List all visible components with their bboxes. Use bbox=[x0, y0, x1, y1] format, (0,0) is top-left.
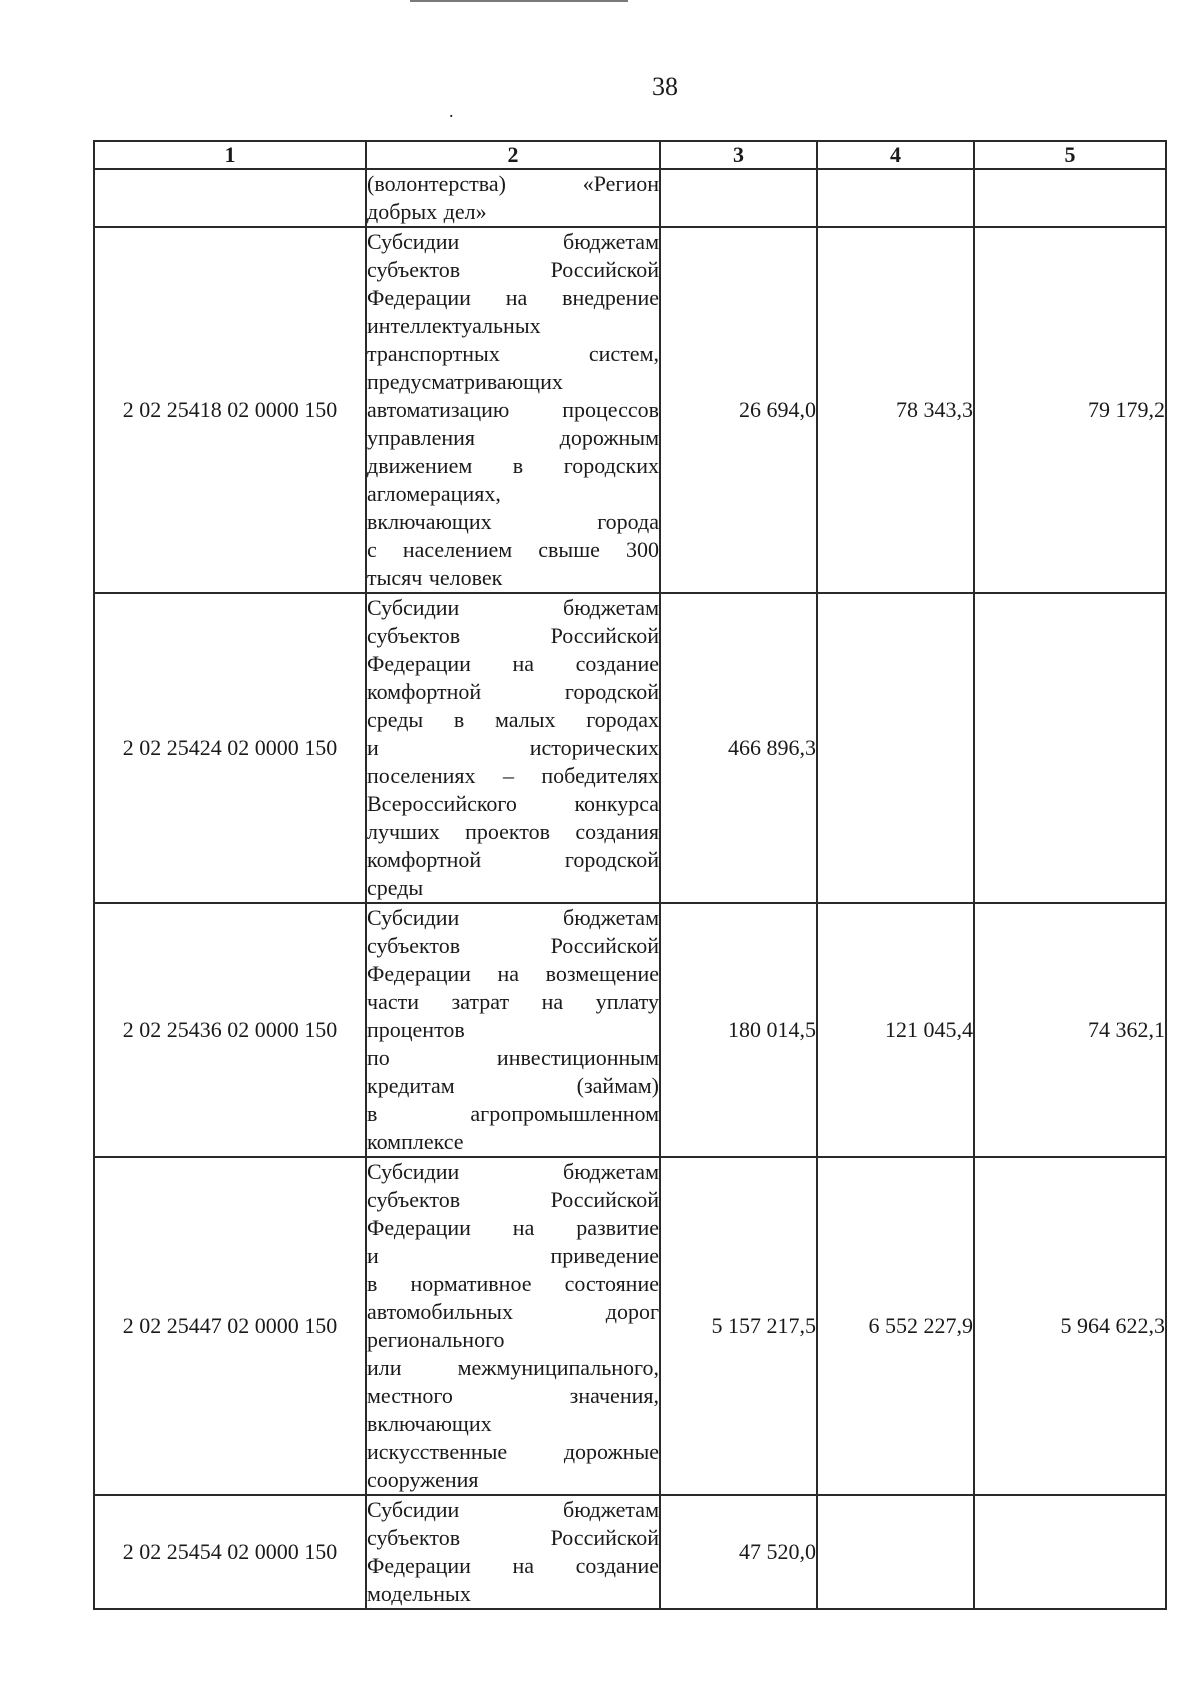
description-line: тысяч человек bbox=[367, 565, 503, 590]
description-line: Федерации на создание bbox=[367, 1553, 659, 1578]
description-line: субъектов Российской bbox=[367, 1187, 659, 1212]
description-line: управления дорожным bbox=[367, 425, 659, 450]
amount-cell-col4 bbox=[817, 169, 974, 227]
amount-cell-col3: 26 694,0 bbox=[660, 227, 817, 593]
description-line: сооружения bbox=[367, 1467, 479, 1492]
description-line: процентов bbox=[367, 1017, 465, 1042]
description-line: среды в малых городах bbox=[367, 707, 659, 732]
amount-cell-col3: 466 896,3 bbox=[660, 593, 817, 903]
description-line: с населением свыше 300 bbox=[367, 537, 659, 562]
budget-code-cell: 2 02 25424 02 0000 150 bbox=[94, 593, 366, 903]
page-number: 38 bbox=[652, 72, 678, 101]
description-line: части затрат на уплату bbox=[367, 989, 659, 1014]
budget-code-cell: 2 02 25436 02 0000 150 bbox=[94, 903, 366, 1157]
description-line: и приведение bbox=[367, 1243, 659, 1268]
description-line: Субсидии бюджетам bbox=[367, 905, 659, 930]
description-line: агломерациях, bbox=[367, 481, 501, 506]
description-line: по инвестиционным bbox=[367, 1045, 659, 1070]
amount-cell-col5 bbox=[974, 1495, 1166, 1609]
amount-cell-col4: 6 552 227,9 bbox=[817, 1157, 974, 1495]
description-line: интеллектуальных bbox=[367, 313, 541, 338]
scan-speck: . bbox=[449, 101, 454, 121]
description-line: (волонтерства) «Регион bbox=[367, 171, 659, 196]
table-row bbox=[94, 1157, 1166, 1495]
description-line: Субсидии бюджетам bbox=[367, 1159, 659, 1184]
description-line: регионального bbox=[367, 1327, 505, 1352]
description-line: Субсидии бюджетам bbox=[367, 595, 659, 620]
description-cell bbox=[366, 593, 660, 903]
description-line: движением в городских bbox=[367, 453, 659, 478]
description-line: субъектов Российской bbox=[367, 1525, 659, 1550]
description-line: и исторических bbox=[367, 735, 659, 760]
column-header: 4 bbox=[817, 141, 974, 169]
amount-cell-col5: 5 964 622,3 bbox=[974, 1157, 1166, 1495]
description-line: Федерации на возмещение bbox=[367, 961, 659, 986]
column-header: 3 bbox=[660, 141, 817, 169]
amount-cell-col5 bbox=[974, 593, 1166, 903]
table-row bbox=[94, 593, 1166, 903]
description-line: кредитам (займам) bbox=[367, 1073, 659, 1098]
description-line: модельных bbox=[367, 1581, 471, 1606]
description-line: включающих города bbox=[367, 509, 659, 534]
table-row bbox=[94, 227, 1166, 593]
description-line: автоматизацию процессов bbox=[367, 397, 659, 422]
amount-cell-col3 bbox=[660, 169, 817, 227]
amount-cell-col5 bbox=[974, 169, 1166, 227]
description-line: комфортной городской bbox=[367, 679, 659, 704]
table-row bbox=[94, 1495, 1166, 1609]
amount-cell-col3: 5 157 217,5 bbox=[660, 1157, 817, 1495]
description-line: субъектов Российской bbox=[367, 933, 659, 958]
description-line: Федерации на внедрение bbox=[367, 285, 659, 310]
table-row bbox=[94, 169, 1166, 227]
description-line: местного значения, bbox=[367, 1383, 659, 1408]
description-line: искусственные дорожные bbox=[367, 1439, 659, 1464]
description-line: в нормативное состояние bbox=[367, 1271, 659, 1296]
scan-top-rule bbox=[410, 0, 628, 2]
amount-cell-col3: 47 520,0 bbox=[660, 1495, 817, 1609]
description-line: Федерации на создание bbox=[367, 651, 659, 676]
description-line: в агропромышленном bbox=[367, 1101, 659, 1126]
amount-cell-col5: 79 179,2 bbox=[974, 227, 1166, 593]
description-line: или межмуниципального, bbox=[367, 1355, 659, 1380]
description-line: лучших проектов создания bbox=[367, 819, 659, 844]
description-line: комплексе bbox=[367, 1129, 464, 1154]
description-line: включающих bbox=[367, 1411, 492, 1436]
description-line: автомобильных дорог bbox=[367, 1299, 659, 1324]
table-row bbox=[94, 903, 1166, 1157]
description-line: предусматривающих bbox=[367, 369, 563, 394]
amount-cell-col5: 74 362,1 bbox=[974, 903, 1166, 1157]
description-line: комфортной городской bbox=[367, 847, 659, 872]
budget-table bbox=[93, 140, 1167, 1610]
amount-cell-col4: 78 343,3 bbox=[817, 227, 974, 593]
amount-cell-col4 bbox=[817, 1495, 974, 1609]
description-line: поселениях – победителях bbox=[367, 763, 659, 788]
description-line: среды bbox=[367, 875, 424, 900]
table-header-row bbox=[94, 141, 1166, 169]
description-cell bbox=[366, 227, 660, 593]
budget-code-cell: 2 02 25418 02 0000 150 bbox=[94, 227, 366, 593]
budget-code-cell bbox=[94, 169, 366, 227]
description-line: субъектов Российской bbox=[367, 623, 659, 648]
amount-cell-col3: 180 014,5 bbox=[660, 903, 817, 1157]
description-cell bbox=[366, 1157, 660, 1495]
column-header: 1 bbox=[94, 141, 366, 169]
description-cell bbox=[366, 169, 660, 227]
description-line: Субсидии бюджетам bbox=[367, 229, 659, 254]
budget-code-cell: 2 02 25454 02 0000 150 bbox=[94, 1495, 366, 1609]
description-cell bbox=[366, 903, 660, 1157]
description-line: транспортных систем, bbox=[367, 341, 659, 366]
amount-cell-col4 bbox=[817, 593, 974, 903]
description-cell bbox=[366, 1495, 660, 1609]
column-header: 5 bbox=[974, 141, 1166, 169]
description-line: Федерации на развитие bbox=[367, 1215, 659, 1240]
budget-code-cell: 2 02 25447 02 0000 150 bbox=[94, 1157, 366, 1495]
description-line: Субсидии бюджетам bbox=[367, 1497, 659, 1522]
amount-cell-col4: 121 045,4 bbox=[817, 903, 974, 1157]
description-line: Всероссийского конкурса bbox=[367, 791, 659, 816]
description-line: субъектов Российской bbox=[367, 257, 659, 282]
description-line: добрых дел» bbox=[367, 199, 487, 224]
column-header: 2 bbox=[366, 141, 660, 169]
